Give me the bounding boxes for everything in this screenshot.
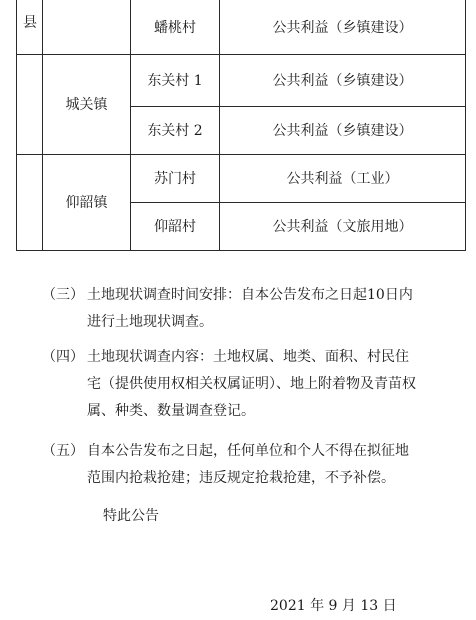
section-5-line: 范围内抢栽抢建；违反规定抢栽抢建，不予补偿。 <box>87 470 395 486</box>
purpose-cell: 公共利益（工业） <box>220 154 466 202</box>
section-4-paragraph <box>42 344 442 425</box>
town-cell: 仰韶镇 <box>43 154 131 250</box>
village-cell: 东关村 2 <box>131 106 220 154</box>
section-3-paragraph <box>42 282 442 336</box>
section-3-line: 进行土地现状调查。 <box>87 314 213 330</box>
table-row <box>17 54 466 106</box>
county-cell-empty <box>17 154 43 250</box>
county-label: 县 <box>23 15 37 31</box>
purpose-cell: 公共利益（文旅用地） <box>220 202 466 250</box>
section-5-number: （五） <box>42 443 84 459</box>
section-4-first-line <box>42 344 442 371</box>
purpose-cell: 公共利益（乡镇建设） <box>220 0 466 54</box>
town-cell: 城关镇 <box>43 54 131 154</box>
closing-statement: 特此公告 <box>103 508 159 524</box>
purpose-cell: 公共利益（乡镇建设） <box>220 106 466 154</box>
section-3-text: 土地现状调查时间安排：自本公告发布之日起10日内 <box>87 287 413 303</box>
publication-date: 2021 年 9 月 13 日 <box>270 598 397 614</box>
section-4-number: （四） <box>42 349 84 365</box>
section-4-text: 土地现状调查内容：土地权属、地类、面积、村民住 <box>87 349 409 365</box>
table-row <box>17 0 466 54</box>
section-5-first-line <box>42 438 442 465</box>
section-5-paragraph <box>42 438 442 492</box>
town-cell <box>43 0 131 54</box>
section-3-first-line <box>42 282 442 309</box>
county-cell-empty <box>17 54 43 154</box>
section-4-line: 属、种类、数量调查登记。 <box>87 403 255 419</box>
section-4-line: 宅（提供使用权相关权属证明）、地上附着物及青苗权 <box>87 376 416 392</box>
village-cell: 仰韶村 <box>131 202 220 250</box>
county-cell <box>17 0 43 54</box>
village-cell: 东关村 1 <box>131 54 220 106</box>
purpose-cell: 公共利益（乡镇建设） <box>220 54 466 106</box>
village-cell: 蟠桃村 <box>131 0 220 54</box>
land-survey-table <box>16 0 466 251</box>
section-3-number: （三） <box>42 287 84 303</box>
section-5-text: 自本公告发布之日起，任何单位和个人不得在拟征地 <box>87 443 409 459</box>
village-cell: 苏门村 <box>131 154 220 202</box>
table-row <box>17 154 466 202</box>
